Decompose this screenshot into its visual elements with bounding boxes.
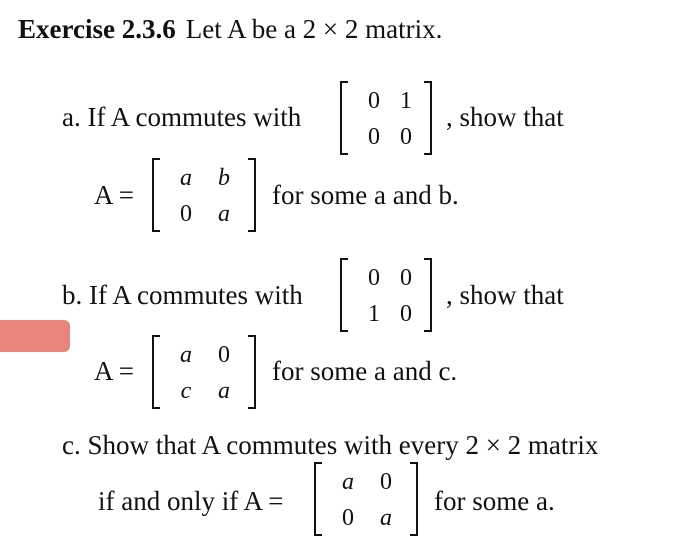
matrix-cell: a bbox=[218, 378, 230, 404]
part-b-line1-end: , show that bbox=[446, 280, 564, 310]
matrix-cell: 0 bbox=[400, 124, 412, 150]
matrix-cell: b bbox=[218, 165, 230, 191]
highlight-mark bbox=[0, 320, 70, 352]
part-a-lhs: A = bbox=[94, 180, 134, 210]
matrix-cell: 0 bbox=[400, 301, 412, 327]
part-b-tail: for some a and c. bbox=[272, 356, 458, 386]
part-a-text: If A commutes with bbox=[87, 102, 302, 132]
matrix-cell: a bbox=[218, 201, 230, 227]
exercise-statement: Let A be a 2 × 2 matrix. bbox=[185, 14, 443, 44]
part-b-lhs: A = bbox=[94, 356, 134, 386]
matrix-cell: a bbox=[180, 342, 192, 368]
matrix-cell: a bbox=[180, 165, 192, 191]
matrix-cell: c bbox=[180, 378, 192, 404]
part-c-line2: if and only if A = bbox=[98, 486, 284, 516]
matrix-cell: 0 bbox=[368, 88, 380, 114]
part-c-line1 bbox=[62, 432, 598, 459]
part-b-given-matrix bbox=[340, 258, 432, 332]
matrix-cell: a bbox=[380, 505, 392, 531]
matrix-cell: 0 bbox=[180, 201, 192, 227]
exercise-label: Exercise 2.3.6 bbox=[18, 14, 176, 44]
matrix-cell: 0 bbox=[218, 342, 230, 368]
matrix-cell: 0 bbox=[368, 124, 380, 150]
part-c-tail: for some a. bbox=[434, 486, 555, 516]
matrix-cell: 1 bbox=[368, 301, 380, 327]
part-c-marker: c. bbox=[62, 430, 81, 460]
part-a-marker: a. bbox=[62, 102, 81, 132]
part-b-text: If A commutes with bbox=[89, 280, 303, 310]
part-a-line1-end: , show that bbox=[446, 102, 564, 132]
part-a-tail: for some a and b. bbox=[272, 180, 459, 210]
part-b-line1 bbox=[62, 282, 303, 309]
part-b-marker: b. bbox=[62, 280, 83, 310]
part-c-result-matrix bbox=[314, 462, 418, 536]
matrix-cell: 0 bbox=[380, 469, 392, 495]
matrix-cell: 0 bbox=[342, 505, 354, 531]
matrix-cell: 0 bbox=[368, 265, 380, 291]
part-a-line1 bbox=[62, 104, 301, 131]
part-c-text: Show that A commutes with every 2 × 2 matrix bbox=[87, 430, 599, 460]
part-b-result-matrix bbox=[152, 335, 256, 409]
part-a-result-matrix bbox=[152, 158, 256, 232]
exercise-title bbox=[18, 16, 442, 43]
matrix-cell: a bbox=[342, 469, 354, 495]
matrix-cell: 0 bbox=[400, 265, 412, 291]
part-a-given-matrix bbox=[340, 81, 432, 155]
matrix-cell: 1 bbox=[400, 88, 412, 114]
